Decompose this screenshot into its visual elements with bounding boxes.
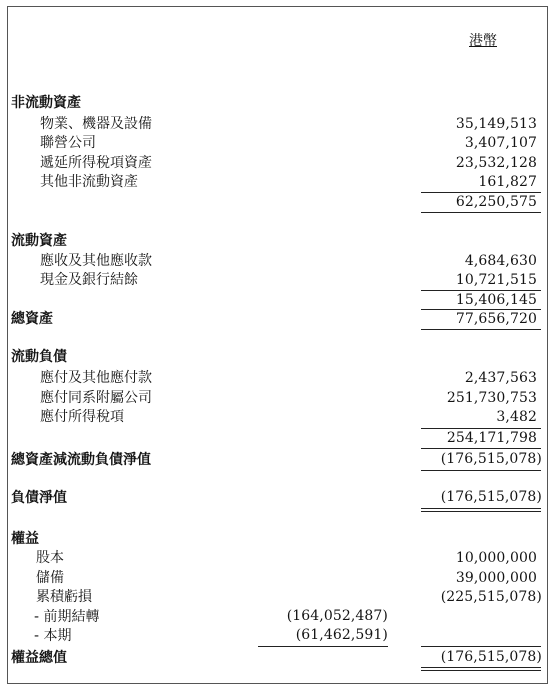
- line-item-label: 物業、機器及設備: [40, 116, 152, 132]
- subtotal-rule: [421, 212, 541, 213]
- section-heading-current-assets: 流動資產: [11, 233, 67, 249]
- total-rule: [421, 511, 541, 512]
- total-equity-value: (176,515,078): [440, 649, 542, 665]
- line-item-value: 39,000,000: [455, 570, 537, 586]
- sub-item-value: (61,462,591): [295, 627, 388, 643]
- line-item-value: 10,000,000: [455, 550, 537, 566]
- subtotal-rule: [421, 290, 541, 291]
- net-liabilities-label: 負債淨值: [11, 490, 67, 506]
- line-item-label: 應收及其他應收款: [40, 253, 152, 269]
- sub-item-value: (164,052,487): [286, 608, 388, 624]
- total-rule: [421, 508, 541, 509]
- line-item-label: 累積虧損: [36, 589, 92, 605]
- line-item-value: 35,149,513: [455, 116, 537, 132]
- line-item-value: 3,482: [496, 409, 537, 425]
- net-current-label: 總資產減流動負債淨值: [11, 452, 151, 468]
- line-item-label: 現金及銀行結餘: [40, 272, 138, 288]
- line-item-value: 10,721,515: [455, 272, 537, 288]
- line-item-value: 3,407,107: [464, 135, 537, 151]
- subtotal-rule: [421, 192, 541, 193]
- total-rule: [421, 667, 541, 668]
- line-item-label: 應付所得稅項: [40, 409, 124, 425]
- section-heading-current-liabilities: 流動負債: [11, 349, 67, 365]
- sub-item-label: - 前期結轉: [34, 609, 100, 625]
- currency-header: 港幣: [469, 33, 497, 49]
- total-rule: [421, 448, 541, 449]
- line-item-value: 4,684,630: [464, 253, 537, 269]
- total-assets-label: 總資產: [11, 311, 53, 327]
- line-item-value: 161,827: [478, 174, 537, 190]
- line-item-label: 應付及其他應付款: [40, 370, 152, 386]
- subtotal-value: 15,406,145: [455, 292, 537, 308]
- line-item-label: 股本: [36, 550, 64, 566]
- total-rule: [421, 329, 541, 330]
- line-item-value: 251,730,753: [446, 390, 537, 406]
- line-item-label: 儲備: [36, 570, 64, 586]
- line-item-label: 遞延所得稅項資產: [40, 155, 152, 171]
- total-rule: [421, 470, 541, 471]
- line-item-label: 應付同系附屬公司: [40, 390, 152, 406]
- subtotal-rule: [421, 428, 541, 429]
- line-item-value: 23,532,128: [455, 155, 537, 171]
- section-heading-equity: 權益: [11, 531, 39, 547]
- line-item-value: (225,515,078): [440, 589, 542, 605]
- total-equity-label: 權益總值: [11, 650, 67, 666]
- sub-item-label: - 本期: [34, 628, 72, 644]
- total-assets-value: 77,656,720: [455, 311, 537, 327]
- section-heading-non-current-assets: 非流動資產: [11, 95, 81, 111]
- total-rule: [421, 309, 541, 310]
- line-item-label: 聯營公司: [40, 135, 96, 151]
- line-item-value: 2,437,563: [464, 370, 537, 386]
- total-rule: [421, 646, 541, 647]
- subtotal-value: 62,250,575: [455, 194, 537, 210]
- net-liabilities-value: (176,515,078): [440, 489, 542, 505]
- subtotal-value: 254,171,798: [446, 430, 537, 446]
- line-item-label: 其他非流動資產: [40, 174, 138, 190]
- sub-item-rule: [258, 646, 388, 647]
- net-current-value: (176,515,078): [440, 451, 542, 467]
- total-rule: [421, 670, 541, 671]
